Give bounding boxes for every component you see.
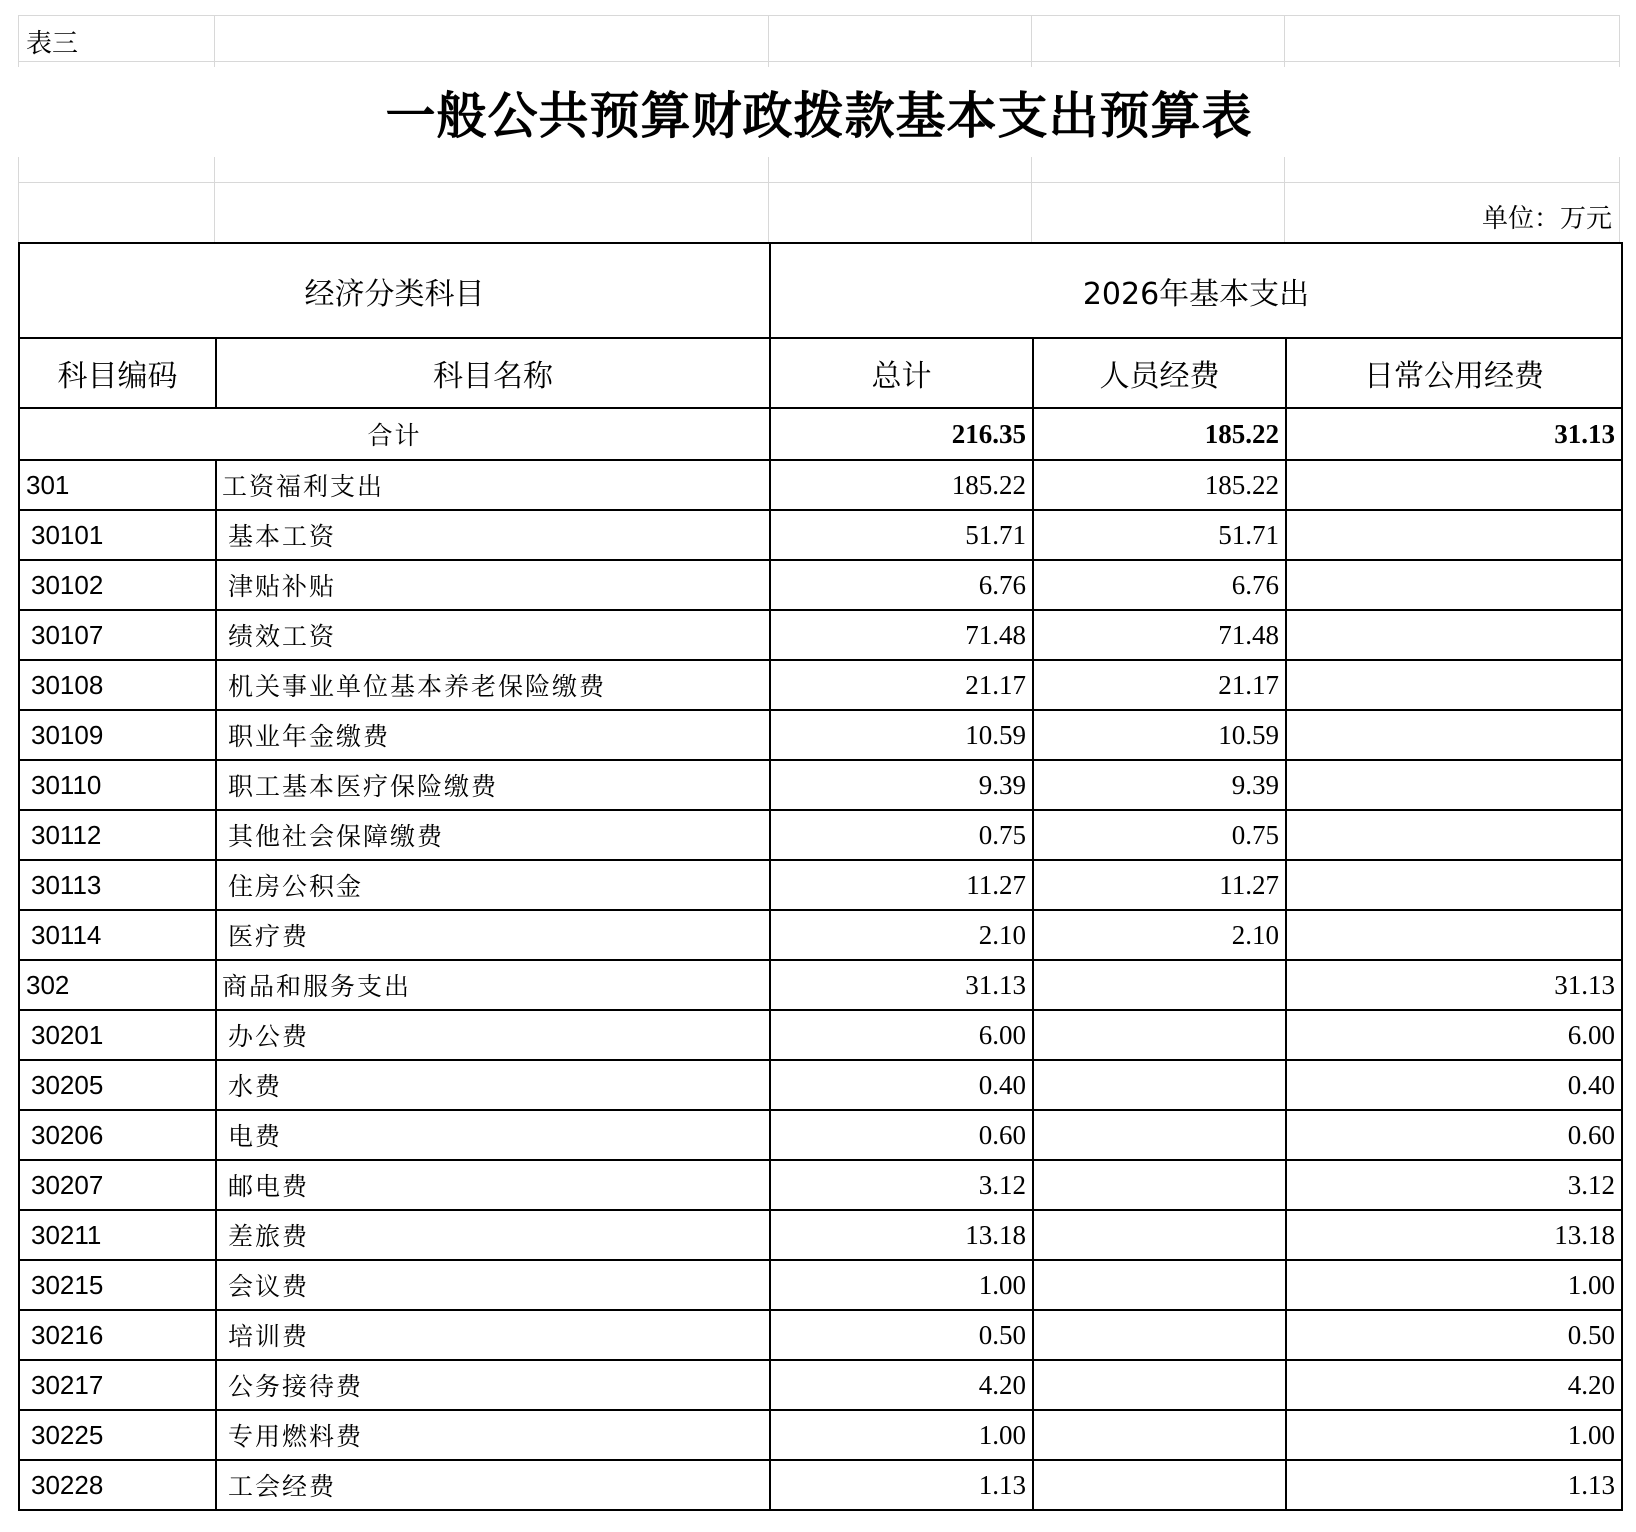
- row-total: 6.76: [770, 560, 1033, 610]
- totals-label: 合计: [19, 408, 770, 460]
- row-code: 30110: [19, 760, 216, 810]
- row-name: 商品和服务支出: [216, 960, 770, 1010]
- table-row: [19, 1360, 1622, 1410]
- row-code: 30112: [19, 810, 216, 860]
- row-name: 专用燃料费: [216, 1410, 770, 1460]
- row-personnel: [1033, 1410, 1286, 1460]
- table-number-label: 表三: [26, 29, 79, 59]
- row-personnel: 11.27: [1033, 860, 1286, 910]
- row-total: 0.50: [770, 1310, 1033, 1360]
- row-name: 职工基本医疗保险缴费: [216, 760, 770, 810]
- row-personnel: [1033, 1460, 1286, 1510]
- row-total: 31.13: [770, 960, 1033, 1010]
- row-total: 10.59: [770, 710, 1033, 760]
- row-personnel: [1033, 1210, 1286, 1260]
- table-row: [19, 1260, 1622, 1310]
- row-public: [1286, 510, 1622, 560]
- row-total: 185.22: [770, 460, 1033, 510]
- row-public: [1286, 710, 1622, 760]
- row-personnel: [1033, 1010, 1286, 1060]
- row-personnel: [1033, 1360, 1286, 1410]
- row-code: 30215: [19, 1260, 216, 1310]
- totals-row: [19, 408, 1622, 460]
- header-name: 科目名称: [216, 338, 770, 408]
- row-total: 2.10: [770, 910, 1033, 960]
- row-name: 培训费: [216, 1310, 770, 1360]
- table-row: [19, 460, 1622, 510]
- row-name: 医疗费: [216, 910, 770, 960]
- row-public: 4.20: [1286, 1360, 1622, 1410]
- row-name: 会议费: [216, 1260, 770, 1310]
- row-name: 办公费: [216, 1010, 770, 1060]
- row-total: 1.13: [770, 1460, 1033, 1510]
- row-code: 30114: [19, 910, 216, 960]
- header-column-row: [19, 338, 1622, 408]
- row-code: 30217: [19, 1360, 216, 1410]
- sheet-header-area: [18, 15, 1620, 242]
- row-personnel: 21.17: [1033, 660, 1286, 710]
- table-row: [19, 1160, 1622, 1210]
- header-total: 总计: [770, 338, 1033, 408]
- row-public: 6.00: [1286, 1010, 1622, 1060]
- table-row: [19, 1210, 1622, 1260]
- table-row: [19, 1010, 1622, 1060]
- row-total: 4.20: [770, 1360, 1033, 1410]
- row-name: 基本工资: [216, 510, 770, 560]
- row-total: 11.27: [770, 860, 1033, 910]
- table-row: [19, 660, 1622, 710]
- table-row: [19, 610, 1622, 660]
- row-total: 3.12: [770, 1160, 1033, 1210]
- row-public: [1286, 560, 1622, 610]
- row-name: 电费: [216, 1110, 770, 1160]
- row-total: 0.40: [770, 1060, 1033, 1110]
- table-row: [19, 710, 1622, 760]
- row-personnel: 71.48: [1033, 610, 1286, 660]
- row-public: 31.13: [1286, 960, 1622, 1010]
- row-personnel: [1033, 1260, 1286, 1310]
- row-public: 0.60: [1286, 1110, 1622, 1160]
- row-public: 1.00: [1286, 1410, 1622, 1460]
- row-personnel: [1033, 960, 1286, 1010]
- row-code: 30225: [19, 1410, 216, 1460]
- row-public: [1286, 460, 1622, 510]
- row-name: 差旅费: [216, 1210, 770, 1260]
- gridline: [18, 15, 1620, 16]
- row-name: 住房公积金: [216, 860, 770, 910]
- header-code: 科目编码: [19, 338, 216, 408]
- row-public: [1286, 910, 1622, 960]
- row-name: 机关事业单位基本养老保险缴费: [216, 660, 770, 710]
- row-name: 津贴补贴: [216, 560, 770, 610]
- row-public: [1286, 860, 1622, 910]
- row-public: [1286, 810, 1622, 860]
- budget-table: [18, 242, 1623, 1511]
- row-name: 工资福利支出: [216, 460, 770, 510]
- row-total: 1.00: [770, 1260, 1033, 1310]
- table-row: [19, 860, 1622, 910]
- row-personnel: 51.71: [1033, 510, 1286, 560]
- table-row: [19, 1410, 1622, 1460]
- header-public: 日常公用经费: [1286, 338, 1622, 408]
- header-economic-category: 经济分类科目: [19, 243, 770, 338]
- table-row: [19, 760, 1622, 810]
- row-public: [1286, 760, 1622, 810]
- row-code: 30228: [19, 1460, 216, 1510]
- table-row: [19, 510, 1622, 560]
- row-personnel: [1033, 1160, 1286, 1210]
- row-name: 邮电费: [216, 1160, 770, 1210]
- row-code: 30107: [19, 610, 216, 660]
- row-code: 302: [19, 960, 216, 1010]
- row-personnel: [1033, 1110, 1286, 1160]
- row-name: 绩效工资: [216, 610, 770, 660]
- totals-total: 216.35: [770, 408, 1033, 460]
- row-public: [1286, 610, 1622, 660]
- row-total: 6.00: [770, 1010, 1033, 1060]
- row-total: 1.00: [770, 1410, 1033, 1460]
- row-personnel: 9.39: [1033, 760, 1286, 810]
- page-title: 一般公共预算财政拨款基本支出预算表: [18, 67, 1620, 157]
- table-row: [19, 960, 1622, 1010]
- row-name: 职业年金缴费: [216, 710, 770, 760]
- row-name: 其他社会保障缴费: [216, 810, 770, 860]
- row-public: 3.12: [1286, 1160, 1622, 1210]
- row-personnel: 10.59: [1033, 710, 1286, 760]
- row-code: 30101: [19, 510, 216, 560]
- row-total: 21.17: [770, 660, 1033, 710]
- unit-label: 单位：万元: [1481, 204, 1612, 234]
- row-personnel: 6.76: [1033, 560, 1286, 610]
- table-row: [19, 1110, 1622, 1160]
- row-code: 301: [19, 460, 216, 510]
- row-personnel: 2.10: [1033, 910, 1286, 960]
- row-total: 9.39: [770, 760, 1033, 810]
- row-code: 30109: [19, 710, 216, 760]
- row-total: 71.48: [770, 610, 1033, 660]
- row-code: 30211: [19, 1210, 216, 1260]
- table-row: [19, 1060, 1622, 1110]
- row-personnel: 0.75: [1033, 810, 1286, 860]
- header-personnel: 人员经费: [1033, 338, 1286, 408]
- row-total: 0.60: [770, 1110, 1033, 1160]
- table-row: [19, 560, 1622, 610]
- row-code: 30108: [19, 660, 216, 710]
- row-personnel: [1033, 1310, 1286, 1360]
- table-row: [19, 1460, 1622, 1510]
- row-public: [1286, 660, 1622, 710]
- row-code: 30207: [19, 1160, 216, 1210]
- row-name: 水费: [216, 1060, 770, 1110]
- row-code: 30216: [19, 1310, 216, 1360]
- row-code: 30113: [19, 860, 216, 910]
- table-row: [19, 1310, 1622, 1360]
- row-name: 公务接待费: [216, 1360, 770, 1410]
- header-basic-expenditure: 2026年基本支出: [770, 243, 1622, 338]
- gridline: [18, 182, 1620, 183]
- row-public: 1.00: [1286, 1260, 1622, 1310]
- row-code: 30201: [19, 1010, 216, 1060]
- row-code: 30102: [19, 560, 216, 610]
- row-total: 51.71: [770, 510, 1033, 560]
- row-code: 30206: [19, 1110, 216, 1160]
- row-public: 1.13: [1286, 1460, 1622, 1510]
- row-code: 30205: [19, 1060, 216, 1110]
- row-personnel: [1033, 1060, 1286, 1110]
- row-personnel: 185.22: [1033, 460, 1286, 510]
- row-name: 工会经费: [216, 1460, 770, 1510]
- table-row: [19, 810, 1622, 860]
- row-public: 0.40: [1286, 1060, 1622, 1110]
- row-public: 0.50: [1286, 1310, 1622, 1360]
- row-total: 0.75: [770, 810, 1033, 860]
- totals-public: 31.13: [1286, 408, 1622, 460]
- header-group-row: [19, 243, 1622, 338]
- totals-personnel: 185.22: [1033, 408, 1286, 460]
- row-total: 13.18: [770, 1210, 1033, 1260]
- row-public: 13.18: [1286, 1210, 1622, 1260]
- table-row: [19, 910, 1622, 960]
- gridline: [18, 61, 1620, 62]
